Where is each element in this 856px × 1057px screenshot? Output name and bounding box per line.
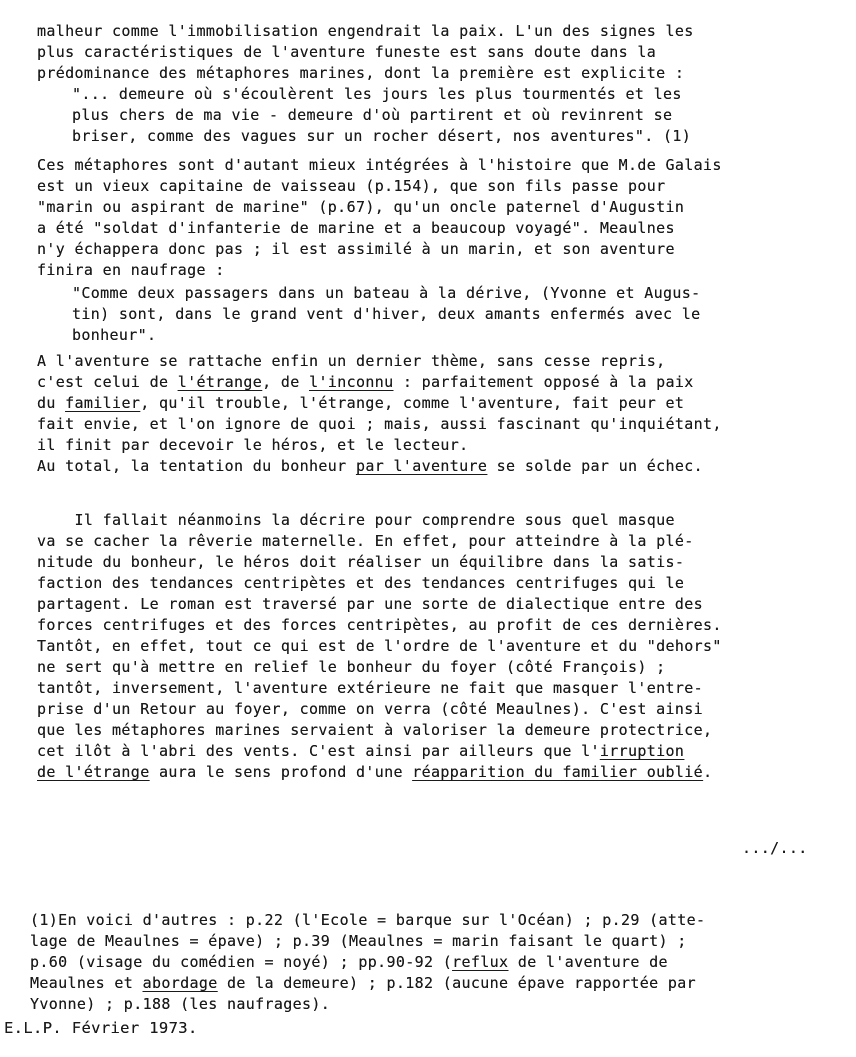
text-span: , qu'il trouble, l'étrange, comme l'aventure, fait peur et [140,394,685,412]
text-line: plus chers de ma vie - demeure d'où partirent et où revinrent se [72,106,673,124]
text-line: "marin ou aspirant de marine" (p.67), qu'un oncle paternel d'Augustin [37,198,685,216]
text-line [37,393,684,413]
text-line: malheur comme l'immobilisation engendrait la paix. L'un des signes les [37,22,694,40]
text-line: Ces métaphores sont d'autant mieux intégrées à l'histoire que M.de Galais [37,156,722,174]
footnote-line [30,973,696,993]
footnote-line [30,952,668,972]
underlined-term: abordage [142,974,218,992]
underlined-term: par l'aventure [355,457,488,475]
text-span: aura le sens profond d'une [149,763,413,781]
text-span: Au total, la tentation du bonheur [37,457,356,475]
text-line: A l'aventure se rattache enfin un dernier thème, sans cesse repris, [37,352,666,370]
text-span: p.60 (visage du comédien = noyé) ; pp.90-92 ( [30,953,453,971]
text-line: va se cacher la rêverie maternelle. En effet, pour atteindre à la plé- [37,532,694,550]
text-line: il finit par decevoir le héros, et le lecteur. [37,436,469,454]
text-span: . [703,763,713,781]
text-line: a été "soldat d'infanterie de marine et a beaucoup voyagé". Meaulnes [37,219,675,237]
text-span: , de [262,373,310,391]
underlined-term: irruption [599,742,685,760]
footnote-line: (1)En voici d'autres : p.22 (l'Ecole = barque sur l'Océan) ; p.29 (atte- [30,911,706,929]
text-line: tantôt, inversement, l'aventure extérieure ne fait que masquer l'entre- [37,679,704,697]
text-line: "Comme deux passagers dans un bateau à la dérive, (Yvonne et Augus- [72,284,701,302]
text-line: plus caractéristiques de l'aventure funeste est sans doute dans la [37,43,657,61]
continued-marker: .../... [742,839,808,857]
underlined-term: l'inconnu [309,373,394,391]
text-line: est un vieux capitaine de vaisseau (p.154), que son fils passe pour [37,177,666,195]
text-span: Meaulnes et [30,974,143,992]
text-span: c'est celui de [37,373,178,391]
text-line: briser, comme des vagues sur un rocher désert, nos aventures". (1) [72,127,692,145]
text-line [37,372,694,392]
text-line: tin) sont, dans le grand vent d'hiver, deux amants enfermés avec le [72,305,701,323]
text-line: prédominance des métaphores marines, dont la première est explicite : [37,64,685,82]
text-line: bonheur". [72,326,157,344]
text-line: "... demeure où s'écoulèrent les jours les plus tourmentés et les [72,85,682,103]
text-line [37,456,703,476]
text-span: du [37,394,66,412]
text-line: n'y échappera donc pas ; il est assimilé à un marin, et son aventure [37,240,675,258]
text-span: : parfaitement opposé à la paix [393,373,694,391]
text-span: de l'aventure de [508,953,668,971]
underlined-term: reflux [452,953,509,971]
text-line: faction des tendances centripètes et des tendances centrifuges qui le [37,574,685,592]
text-line: ne sert qu'à mettre en relief le bonheur du foyer (côté François) ; [37,658,666,676]
text-line: partagent. Le roman est traversé par une sorte de dialectique entre des [37,595,704,613]
text-line: Tantôt, en effet, tout ce qui est de l'ordre de l'aventure et du "dehors" [37,637,722,655]
footnote-line: lage de Meaulnes = épave) ; p.39 (Meaulnes = marin faisant le quart) ; [30,932,687,950]
text-line: Il fallait néanmoins la décrire pour comprendre sous quel masque [37,511,675,529]
text-line: fait envie, et l'on ignore de quoi ; mais, aussi fascinant qu'inquiétant, [37,415,722,433]
text-line: que les métaphores marines servaient à valoriser la demeure protectrice, [37,721,713,739]
text-line: finira en naufrage : [37,261,225,279]
text-line: prise d'un Retour au foyer, comme on verra (côté Meaulnes). C'est ainsi [37,700,704,718]
text-line [37,762,712,782]
text-line: nitude du bonheur, le héros doit réaliser un équilibre dans la satis- [37,553,685,571]
underlined-term: l'étrange [177,373,263,391]
text-span: de la demeure) ; p.182 (aucune épave rapportée par [217,974,697,992]
signature-date: E.L.P. Février 1973. [4,1019,198,1037]
text-line: forces centrifuges et des forces centripètes, au profit de ces dernières. [37,616,722,634]
text-span: cet ilôt à l'abri des vents. C'est ainsi par ailleurs que l' [37,742,600,760]
text-span: se solde par un échec. [487,457,704,475]
underlined-term: réapparition du familier oublié [412,763,704,781]
text-line [37,741,684,761]
underlined-term: familier [65,394,141,412]
footnote-line: Yvonne) ; p.188 (les naufrages). [30,995,331,1013]
underlined-term: de l'étrange [37,763,150,781]
